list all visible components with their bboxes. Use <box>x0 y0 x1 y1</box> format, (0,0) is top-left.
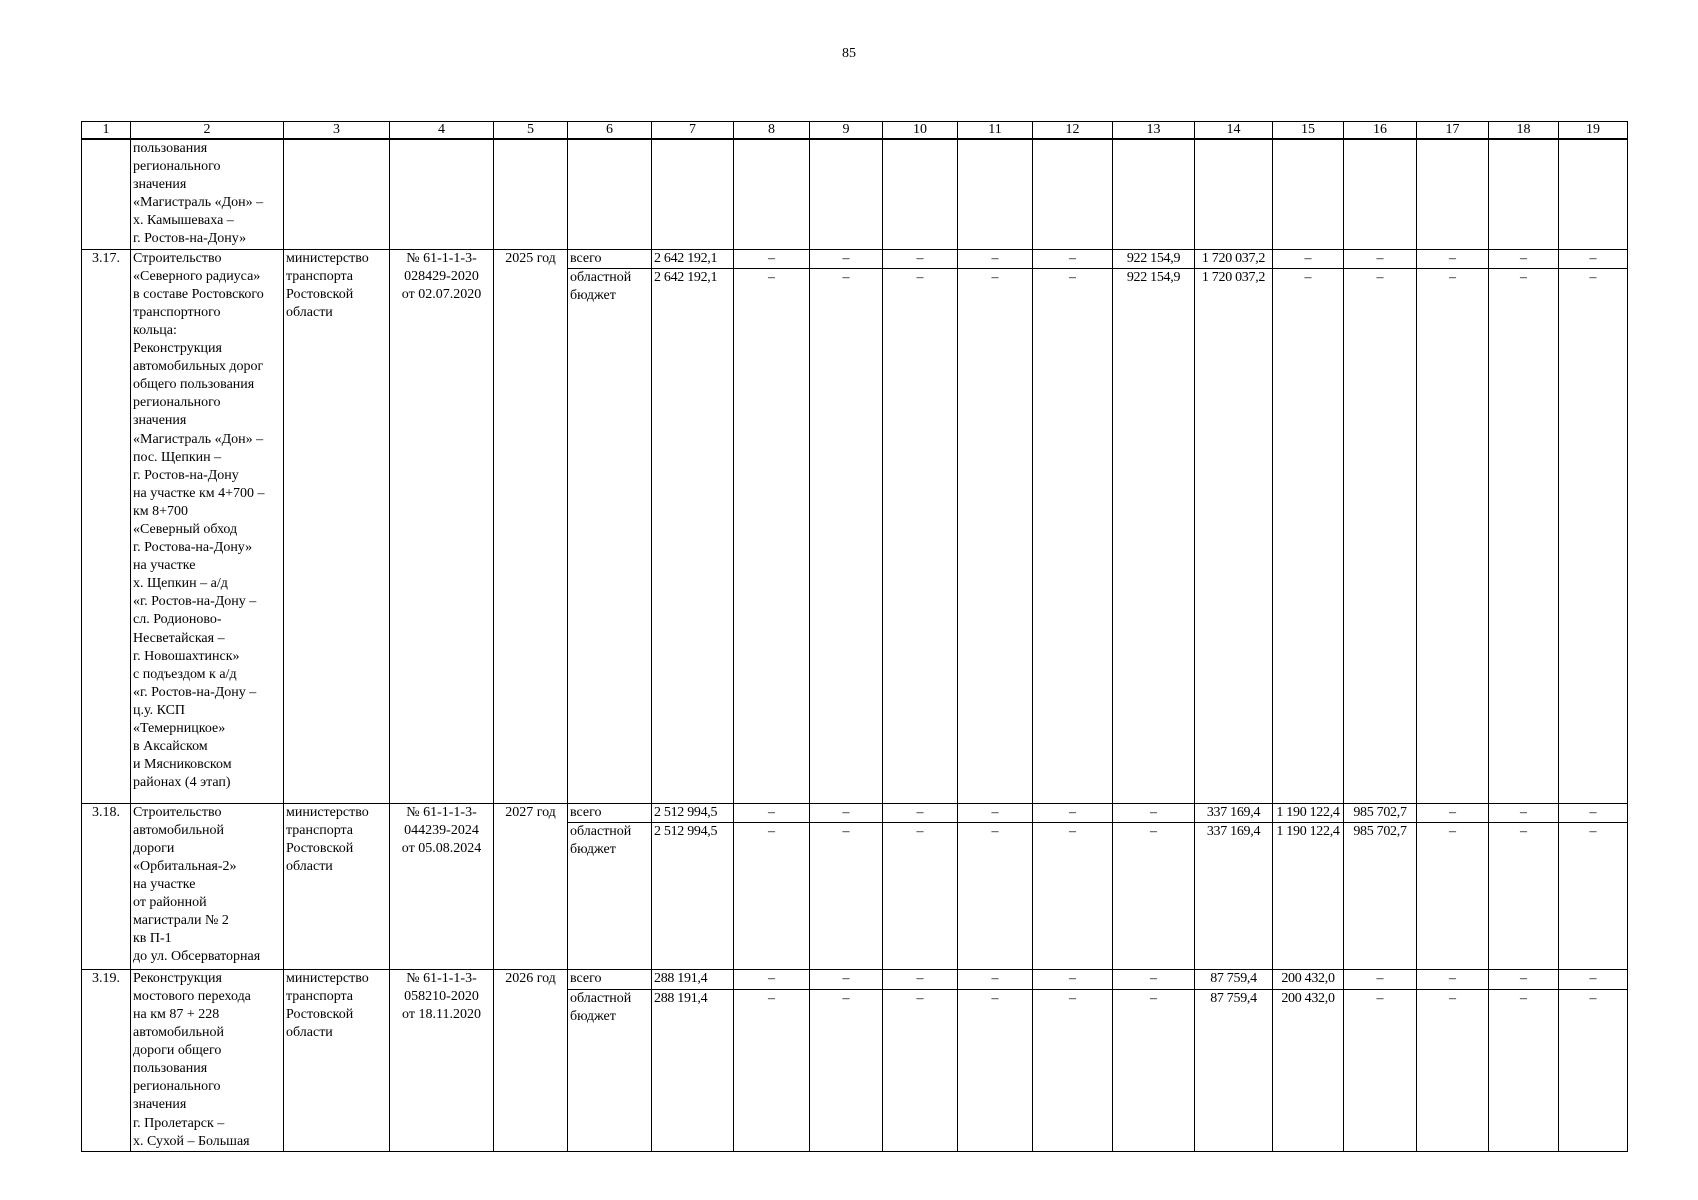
value-cell-col-17: – <box>1417 803 1489 822</box>
value-cell-col-15: 1 190 122,4 <box>1273 822 1344 969</box>
value-cell-col-16: – <box>1344 969 1417 989</box>
value-cell-col-16: – <box>1344 990 1417 1152</box>
value-cell-col-15: 200 432,0 <box>1273 969 1344 989</box>
column-header-15: 15 <box>1273 122 1344 140</box>
value-cell-col-14: 87 759,4 <box>1195 990 1273 1152</box>
value-cell-col-19: – <box>1559 822 1628 969</box>
year-cell: 2026 год <box>494 969 568 1151</box>
year-cell: 2027 год <box>494 803 568 969</box>
continuation-row <box>82 139 1628 249</box>
value-cell-col-16: 985 702,7 <box>1344 822 1417 969</box>
value-cell-col-9: – <box>810 268 883 803</box>
column-header-8: 8 <box>734 122 810 140</box>
value-cell-col-16: – <box>1344 268 1417 803</box>
value-cell-col-15: 200 432,0 <box>1273 990 1344 1152</box>
funding-source-cell: областной бюджет <box>568 822 652 969</box>
object-name-cell: Реконструкция мостового перехода на км 87 + 228 автомобильной дороги общего пользования регионального значения г. Пролетарск – х. Сухой – Большая <box>131 969 284 1151</box>
value-cell-col-13: – <box>1113 969 1195 989</box>
empty-cell <box>958 139 1033 249</box>
value-cell-col-15: 1 190 122,4 <box>1273 803 1344 822</box>
value-cell-col-11: – <box>958 969 1033 989</box>
value-cell-col-7: 288 191,4 <box>652 969 734 989</box>
row-number-cell <box>82 139 131 249</box>
value-cell-col-8: – <box>734 803 810 822</box>
value-cell-col-7: 288 191,4 <box>652 990 734 1152</box>
document-number-cell: № 61-1-1-3- 044239-2024 от 05.08.2024 <box>390 803 494 969</box>
funding-source-cell: всего <box>568 969 652 989</box>
column-header-6: 6 <box>568 122 652 140</box>
empty-cell <box>883 139 958 249</box>
value-cell-col-15: – <box>1273 268 1344 803</box>
value-cell-col-14: 337 169,4 <box>1195 822 1273 969</box>
value-cell-col-19: – <box>1559 803 1628 822</box>
value-cell-col-12: – <box>1033 268 1113 803</box>
empty-cell <box>810 139 883 249</box>
value-cell-col-18: – <box>1489 249 1559 268</box>
value-cell-col-7: 2 512 994,5 <box>652 803 734 822</box>
row-number-cell: 3.19. <box>82 969 131 1151</box>
column-header-14: 14 <box>1195 122 1273 140</box>
value-cell-col-19: – <box>1559 249 1628 268</box>
value-cell-col-11: – <box>958 803 1033 822</box>
empty-cell <box>734 139 810 249</box>
value-cell-col-8: – <box>734 268 810 803</box>
value-cell-col-14: 87 759,4 <box>1195 969 1273 989</box>
value-cell-col-9: – <box>810 969 883 989</box>
row-number-cell: 3.18. <box>82 803 131 969</box>
value-cell-col-17: – <box>1417 990 1489 1152</box>
column-header-17: 17 <box>1417 122 1489 140</box>
value-cell-col-15: – <box>1273 249 1344 268</box>
column-header-2: 2 <box>131 122 284 140</box>
empty-cell <box>1344 139 1417 249</box>
value-cell-col-14: 337 169,4 <box>1195 803 1273 822</box>
table-row-total <box>82 969 1628 989</box>
value-cell-col-9: – <box>810 249 883 268</box>
value-cell-col-12: – <box>1033 249 1113 268</box>
column-header-18: 18 <box>1489 122 1559 140</box>
executor-cell: министерство транспорта Ростовской области <box>284 803 390 969</box>
empty-cell <box>1113 139 1195 249</box>
value-cell-col-10: – <box>883 268 958 803</box>
value-cell-col-10: – <box>883 990 958 1152</box>
value-cell-col-8: – <box>734 822 810 969</box>
value-cell-col-12: – <box>1033 990 1113 1152</box>
value-cell-col-9: – <box>810 822 883 969</box>
value-cell-col-13: 922 154,9 <box>1113 249 1195 268</box>
value-cell-col-16: – <box>1344 249 1417 268</box>
empty-cell <box>652 139 734 249</box>
empty-cell <box>568 139 652 249</box>
value-cell-col-10: – <box>883 249 958 268</box>
value-cell-col-10: – <box>883 822 958 969</box>
empty-cell <box>1273 139 1344 249</box>
table-row-total <box>82 249 1628 268</box>
value-cell-col-18: – <box>1489 990 1559 1152</box>
object-name-cell: Строительство автомобильной дороги «Орбитальная-2» на участке от районной магистрали № 2 кв П-1 до ул. Обсерваторная <box>131 803 284 969</box>
value-cell-col-18: – <box>1489 822 1559 969</box>
object-name-cell: пользования регионального значения «Магистраль «Дон» – х. Камышеваха – г. Ростов-на-Дону» <box>131 139 284 249</box>
value-cell-col-7: 2 642 192,1 <box>652 249 734 268</box>
column-header-4: 4 <box>390 122 494 140</box>
object-name-cell: Строительство «Северного радиуса» в составе Ростовского транспортного кольца: Реконструкция автомобильных дорог общего пользования регионального значения «Магистраль «Дон» – пос. Щепкин – г. Ростов-на-Дону на участке км 4+700 – км 8+700 «Северный обход г. Ростова-на-Дону» на участке х. Щепкин – а/д «г. Ростов-на-Дону – сл. Родионово- Несветайская – г. Новошахтинск» с подъездом к а/д «г. Ростов-на-Дону – ц.у. КСП «Темерницкое» в Аксайском и Мясниковском районах (4 этап) <box>131 249 284 803</box>
value-cell-col-19: – <box>1559 268 1628 803</box>
column-header-5: 5 <box>494 122 568 140</box>
budget-table <box>81 121 1628 1152</box>
column-header-19: 19 <box>1559 122 1628 140</box>
column-header-1: 1 <box>82 122 131 140</box>
empty-cell <box>494 139 568 249</box>
value-cell-col-14: 1 720 037,2 <box>1195 249 1273 268</box>
column-header-12: 12 <box>1033 122 1113 140</box>
executor-cell: министерство транспорта Ростовской области <box>284 249 390 803</box>
column-header-7: 7 <box>652 122 734 140</box>
column-header-13: 13 <box>1113 122 1195 140</box>
value-cell-col-12: – <box>1033 969 1113 989</box>
document-number-cell: № 61-1-1-3- 058210-2020 от 18.11.2020 <box>390 969 494 1151</box>
value-cell-col-18: – <box>1489 268 1559 803</box>
column-header-9: 9 <box>810 122 883 140</box>
document-number-cell: № 61-1-1-3- 028429-2020 от 02.07.2020 <box>390 249 494 803</box>
value-cell-col-17: – <box>1417 969 1489 989</box>
header-row <box>82 122 1628 140</box>
value-cell-col-11: – <box>958 268 1033 803</box>
empty-cell <box>1417 139 1489 249</box>
funding-source-cell: всего <box>568 249 652 268</box>
value-cell-col-13: – <box>1113 990 1195 1152</box>
column-header-11: 11 <box>958 122 1033 140</box>
value-cell-col-19: – <box>1559 990 1628 1152</box>
row-number-cell: 3.17. <box>82 249 131 803</box>
page-number: 85 <box>842 46 856 61</box>
value-cell-col-11: – <box>958 822 1033 969</box>
value-cell-col-12: – <box>1033 803 1113 822</box>
value-cell-col-7: 2 642 192,1 <box>652 268 734 803</box>
value-cell-col-18: – <box>1489 803 1559 822</box>
value-cell-col-9: – <box>810 803 883 822</box>
value-cell-col-8: – <box>734 249 810 268</box>
empty-cell <box>1033 139 1113 249</box>
value-cell-col-17: – <box>1417 822 1489 969</box>
funding-source-cell: областной бюджет <box>568 990 652 1152</box>
funding-source-cell: областной бюджет <box>568 268 652 803</box>
empty-cell <box>1559 139 1628 249</box>
value-cell-col-8: – <box>734 990 810 1152</box>
value-cell-col-13: – <box>1113 822 1195 969</box>
value-cell-col-18: – <box>1489 969 1559 989</box>
year-cell: 2025 год <box>494 249 568 803</box>
value-cell-col-11: – <box>958 249 1033 268</box>
value-cell-col-13: 922 154,9 <box>1113 268 1195 803</box>
value-cell-col-9: – <box>810 990 883 1152</box>
value-cell-col-8: – <box>734 969 810 989</box>
value-cell-col-11: – <box>958 990 1033 1152</box>
value-cell-col-7: 2 512 994,5 <box>652 822 734 969</box>
value-cell-col-13: – <box>1113 803 1195 822</box>
value-cell-col-19: – <box>1559 969 1628 989</box>
value-cell-col-10: – <box>883 803 958 822</box>
column-header-10: 10 <box>883 122 958 140</box>
empty-cell <box>1195 139 1273 249</box>
empty-cell <box>390 139 494 249</box>
value-cell-col-16: 985 702,7 <box>1344 803 1417 822</box>
table-row-total <box>82 803 1628 822</box>
value-cell-col-10: – <box>883 969 958 989</box>
executor-cell: министерство транспорта Ростовской области <box>284 969 390 1151</box>
value-cell-col-17: – <box>1417 249 1489 268</box>
empty-cell <box>284 139 390 249</box>
column-header-3: 3 <box>284 122 390 140</box>
value-cell-col-17: – <box>1417 268 1489 803</box>
funding-source-cell: всего <box>568 803 652 822</box>
column-header-16: 16 <box>1344 122 1417 140</box>
value-cell-col-12: – <box>1033 822 1113 969</box>
value-cell-col-14: 1 720 037,2 <box>1195 268 1273 803</box>
empty-cell <box>1489 139 1559 249</box>
